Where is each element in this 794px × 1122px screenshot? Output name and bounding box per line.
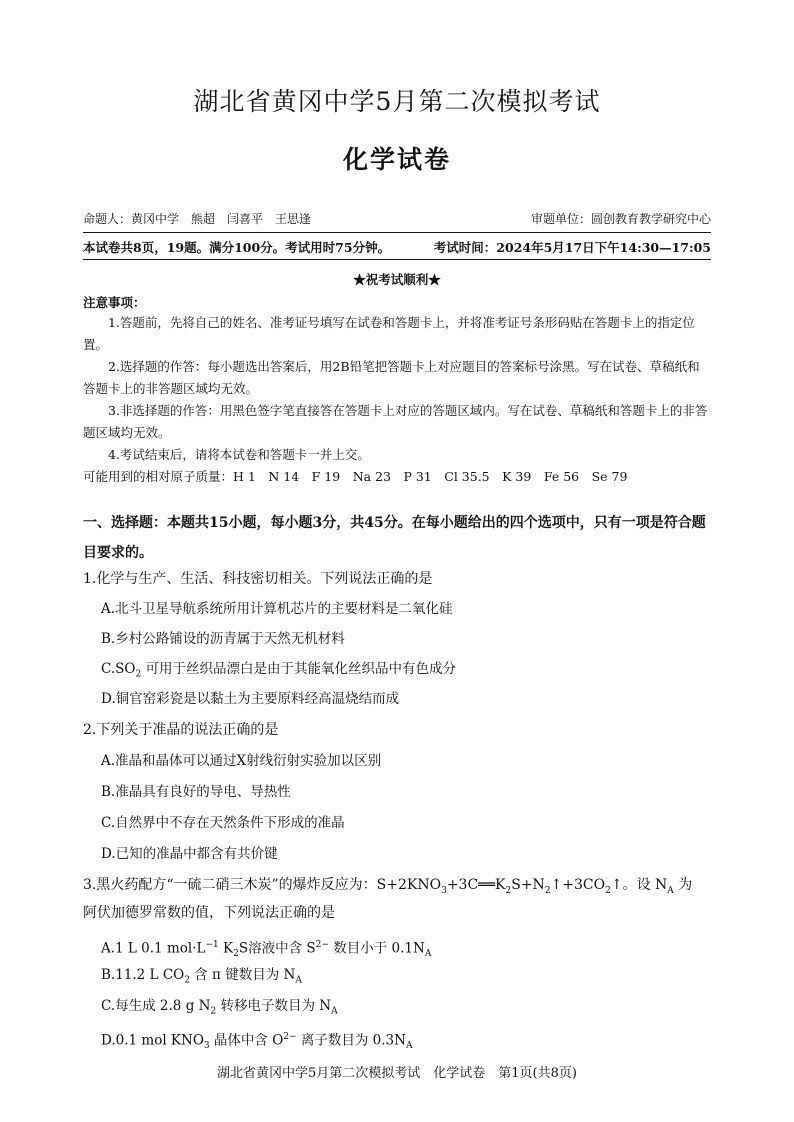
notice-item: 4.考试结束后，请将本试卷和答题卡一并上交。 [108,447,370,462]
page-subtitle: 化学试卷 [342,145,451,174]
exam-info-right: 考试时间：2024年5月17日下午14:30—17:05 [433,240,711,255]
notice-item: 2.选择题的作答：每小题选出答案后，用2B铅笔把答题卡上对应题目的答案标号涂黑。写在试卷、草稿纸和答题卡上的非答题区域均无效。 [83,359,700,396]
notice-item: 3.非选择题的作答：用黑色签字笔直接答在答题卡上对应的答题区域内。写在试卷、草稿纸和答题卡上的非答题区域均无效。 [83,403,708,440]
question-3-option-b: B.11.2 L $CO_2$ 含 π 键数目为 $N_A$ [101,967,302,986]
question-3-option-d: D.0.1 mol $KNO_3$ 晶体中含 $O^{2-}$ 离子数目为 $0.3N_A$ [101,1032,413,1052]
good-luck-banner: ★祝考试顺利★ [353,272,441,287]
authors-text: 命题人：黄冈中学 熊超 闫喜平 王思逢 [83,212,312,226]
question-1-option-c: $C.SO_2$ 可用于丝织品漂白是由于其能氧化丝织品中有色成分 [101,661,456,680]
atomic-masses: 可能用到的相对原子质量：H 1 N 14 F 19 Na 23 P 31 Cl 35.5 K 39 Fe 56 Se 79 [83,469,628,484]
exam-info-left: 本试卷共8页，19题。满分100分。考试用时75分钟。 [83,240,391,255]
divider [83,259,711,260]
question-1-stem: 1.化学与生产、生活、科技密切相关。下列说法正确的是 [83,571,433,587]
page-title: 湖北省黄冈中学5月第二次模拟考试 [193,87,601,116]
section-heading: 一、选择题：本题共15小题，每小题3分，共45分。在每小题给出的四个选项中，只有一项是符合题目要求的。 [83,515,706,561]
question-2-option-b: B.准晶具有良好的导电、导热性 [101,784,291,800]
question-1-option-b: B.乡村公路铺设的沥青属于天然无机材料 [101,631,345,647]
notice-heading: 注意事项： [83,295,146,310]
question-2-option-a: A.准晶和晶体可以通过X射线衍射实验加以区别 [101,753,382,769]
question-2-option-c: C.自然界中不存在天然条件下形成的准晶 [101,815,345,831]
reviewer-text: 审题单位：圆创教育教学研究中心 [530,212,711,226]
question-1-option-a: A.北斗卫星导航系统所用计算机芯片的主要材料是二氧化硅 [101,601,453,617]
question-1-option-d: D.铜官窑彩瓷是以黏土为主要原料经高温烧结而成 [101,691,400,707]
question-2-option-d: D.已知的准晶中都含有共价键 [101,846,278,862]
exam-info-row [83,238,711,256]
question-2-stem: 2.下列关于准晶的说法正确的是 [83,722,279,738]
question-3-option-c: C.每生成 2.8 g $N_2$ 转移电子数目为 $N_A$ [101,998,338,1017]
question-3-stem: 3.黑火药配方“一硫二硝三木炭”的爆炸反应为：$S+2KNO_3+3C══K_2S+N_2↑+3CO_2↑$。设 $N_A$ 为 [83,877,693,896]
authors-row [83,210,711,227]
divider [83,232,711,233]
page-footer: 湖北省黄冈中学5月第二次模拟考试 化学试卷 第1页(共8页) [217,1066,577,1081]
notice-item: 1.答题前，先将自己的姓名、准考证号填写在试卷和答题卡上，并将准考证号条形码贴在答题卡上的指定位置。 [83,315,695,352]
question-3-option-a: A.1 L 0.1 $mol\cdot L^{-1}$ $K_2S$溶液中含 $S^{2-}$ 数目小于 $0.1N_A$ [101,940,432,960]
question-3-stem-cont: 阿伏加德罗常数的值，下列说法正确的是 [83,905,335,921]
